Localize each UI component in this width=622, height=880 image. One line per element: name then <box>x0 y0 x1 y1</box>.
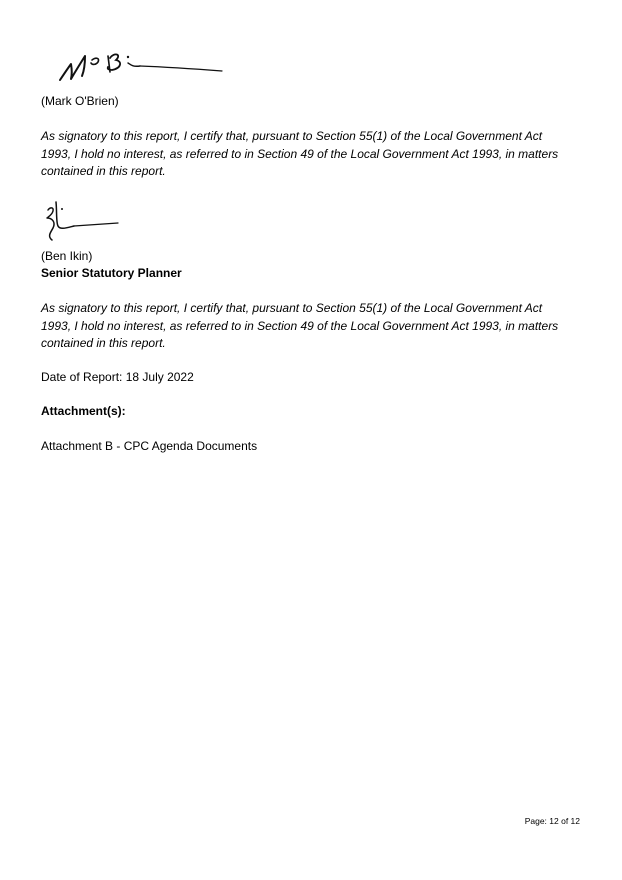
certification-line: contained in this report. <box>41 336 166 350</box>
signatory-2-certification <box>41 300 586 353</box>
certification-line: 1993, I hold no interest, as referred to in Section 49 of the Local Government Act 1993, in matters <box>41 146 559 161</box>
certification-line: 1993, I hold no interest, as referred to in Section 49 of the Local Government Act 1993, in matters <box>41 318 559 333</box>
certification-line: As signatory to this report, I certify that, pursuant to Section 55(1) of the Local Government Act <box>41 301 543 315</box>
page-number: Page: 12 of 12 <box>524 816 580 826</box>
certification-line: As signatory to this report, I certify that, pursuant to Section 55(1) of the Local Government Act <box>41 129 543 143</box>
signatory-1-name: (Mark O'Brien) <box>41 94 119 108</box>
signatory-2-name: (Ben Ikin) <box>41 249 93 263</box>
signature-mark-obrien <box>56 44 226 86</box>
signature-ben-ikin <box>40 198 122 244</box>
signatory-2-title: Senior Statutory Planner <box>41 266 182 280</box>
attachment-item: Attachment B - CPC Agenda Documents <box>41 439 258 453</box>
signatory-1-certification <box>41 128 586 181</box>
certification-line: contained in this report. <box>41 164 166 178</box>
attachments-heading: Attachment(s): <box>41 404 126 418</box>
report-date: Date of Report: 18 July 2022 <box>41 370 194 384</box>
